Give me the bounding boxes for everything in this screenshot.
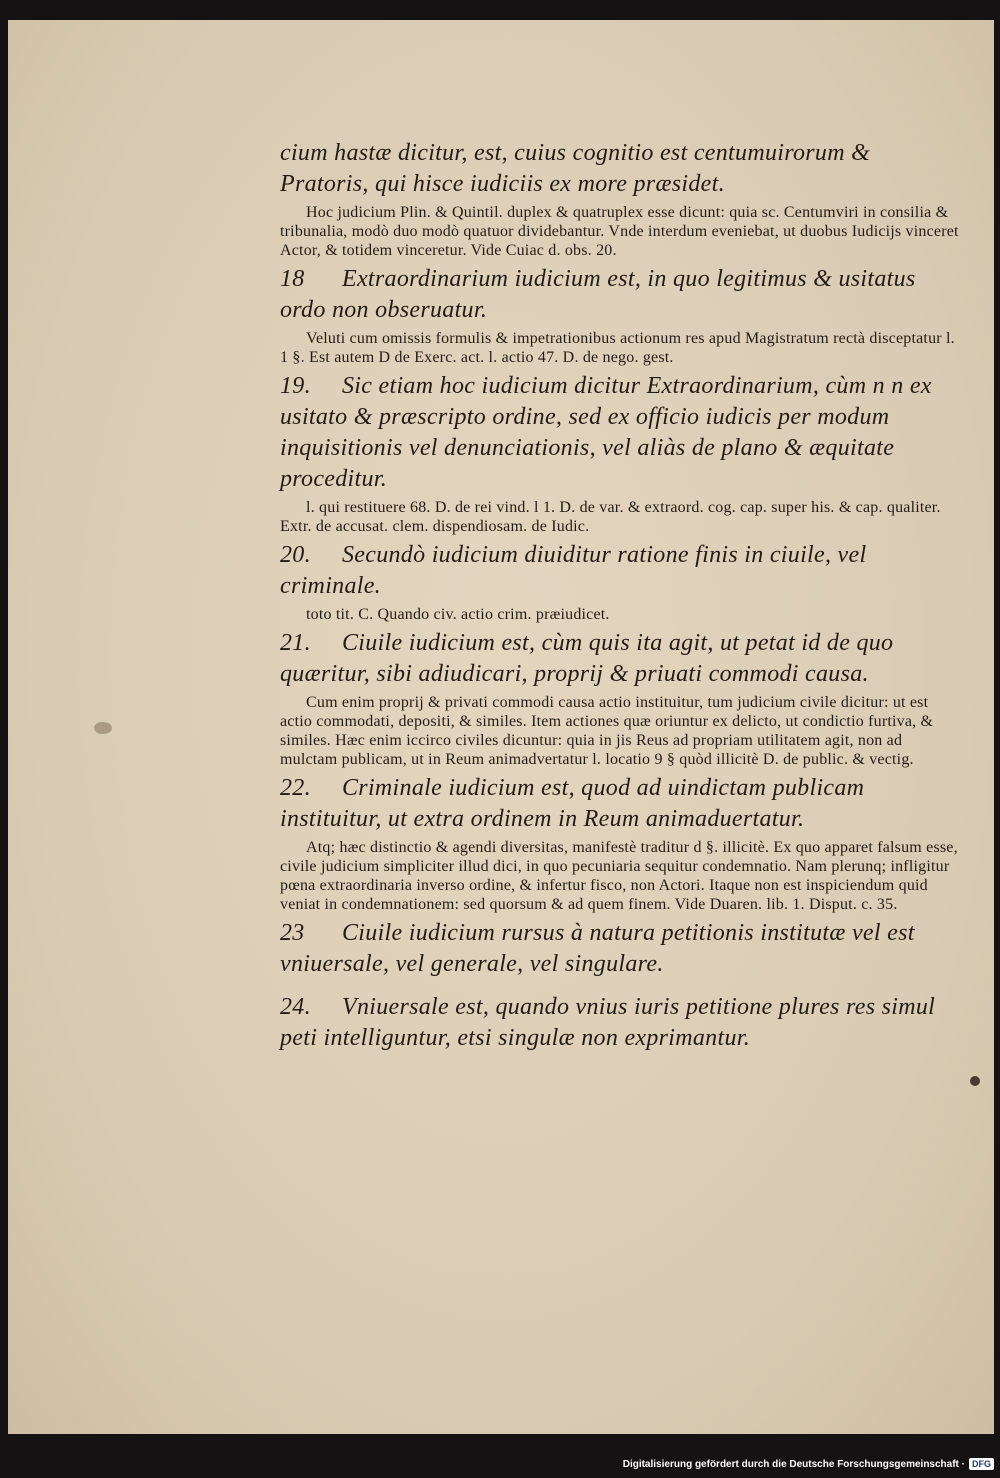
page-text <box>280 138 960 1054</box>
thesis-text: Sic etiam hoc iudicium dicitur Extraordinarium, cùm n n ex usitato & præscripto ordine, sed ex officio iudicis per modum inquisitionis vel denunciationis, vel aliàs de plano & æquitate proceditur. <box>280 373 932 492</box>
credit-text: Digitalisierung gefördert durch die Deutsche Forschungsgemeinschaft · <box>622 1458 965 1470</box>
commentary: Atq; hæc distinctio & agendi diversitas, manifestè traditur d §. illicitè. Ex quo apparet falsum esse, civile judicium simpliciter illud dici, in quo pecuniaria sequitur condemnatio. Nam plerunq; infligitur pœna extraordinaria inverso ordine, & infertur fisco, non Actori. Itaque non est inspiciendum quid veniat in condemnationem: sed quorsum & ad quem finem. Vide Duaren. lib. 1. Disput. c. 35. <box>280 839 958 913</box>
thesis-number: 21. <box>280 630 311 656</box>
commentary: toto tit. C. Quando civ. actio crim. præiudicet. <box>306 606 610 623</box>
ink-speck <box>94 722 112 734</box>
numbered-thesis <box>280 992 960 1054</box>
numbered-thesis <box>280 773 960 835</box>
thesis-text: Ciuile iudicium est, cùm quis ita agit, ut petat id de quo quæritur, sibi adiudicari, proprij & priuati commodi causa. <box>280 630 894 687</box>
thesis-text: Vniuersale est, quando vnius iuris petitione plures res simul peti intelliguntur, etsi singulæ non exprimantur. <box>280 994 936 1051</box>
thesis-text: Extraordinarium iudicium est, in quo legitimus & usitatus ordo non obseruatur. <box>280 266 916 323</box>
thesis-number: 22. <box>280 775 311 801</box>
numbered-thesis <box>280 540 960 602</box>
thesis-text: Ciuile iudicium rursus à natura petitionis institutæ vel est vniuersale, vel generale, vel singulare. <box>280 920 915 977</box>
thesis-number: 18 <box>280 266 305 292</box>
continued-paragraph: cium hastæ dicitur, est, cuius cognitio est centumuirorum & Pratoris, qui hisce iudiciis ex more præsidet. <box>280 140 871 197</box>
commentary: Hoc judicium Plin. & Quintil. duplex & quatruplex esse dicunt: quia sc. Centumviri in consilia & tribunalia, modò duo modò quatuor dividebantur. Vnde interdum eveniebat, ut duobus Iudicijs vinceret Actor, & totidem vinceretur. Vide Cuiac d. obs. 20. <box>280 204 959 259</box>
digitization-credit <box>623 1454 994 1474</box>
thesis-number: 19. <box>280 373 311 399</box>
thesis-text: Secundò iudicium diuiditur ratione finis in ciuile, vel criminale. <box>280 542 867 599</box>
numbered-thesis <box>280 628 960 690</box>
dfg-logo: DFG <box>969 1458 994 1470</box>
thesis-number: 23 <box>280 920 305 946</box>
thesis-text: Criminale iudicium est, quod ad uindictam publicam instituitur, ut extra ordinem in Reum animaduertatur. <box>280 775 865 832</box>
ink-speck <box>970 1076 980 1086</box>
numbered-thesis <box>280 264 960 326</box>
commentary: l. qui restituere 68. D. de rei vind. l 1. D. de var. & extraord. cog. cap. super his. & cap. qualiter. Extr. de accusat. clem. dispendiosam. de Iudic. <box>280 499 941 535</box>
thesis-number: 20. <box>280 542 311 568</box>
commentary: Cum enim proprij & privati commodi causa actio instituitur, tum judicium civile dicitur: ut est actio commodati, depositi, & similes. Item actiones quæ oriuntur ex delicto, ut condictio furtiva, & similes. Hæc enim iccirco civiles dicuntur: quia in jis Reus ad propriam utilitatem agit, non ad mulctam publicam, ut in Reum animadvertatur l. locatio 9 § quòd illicitè D. de public. & vectig. <box>280 694 934 768</box>
numbered-thesis <box>280 918 960 980</box>
book-page <box>8 20 994 1434</box>
thesis-number: 24. <box>280 994 311 1020</box>
numbered-thesis <box>280 371 960 495</box>
commentary: Veluti cum omissis formulis & impetrationibus actionum res apud Magistratum rectà disceptatur l. 1 §. Est autem D de Exerc. act. l. actio 47. D. de nego. gest. <box>280 330 955 366</box>
